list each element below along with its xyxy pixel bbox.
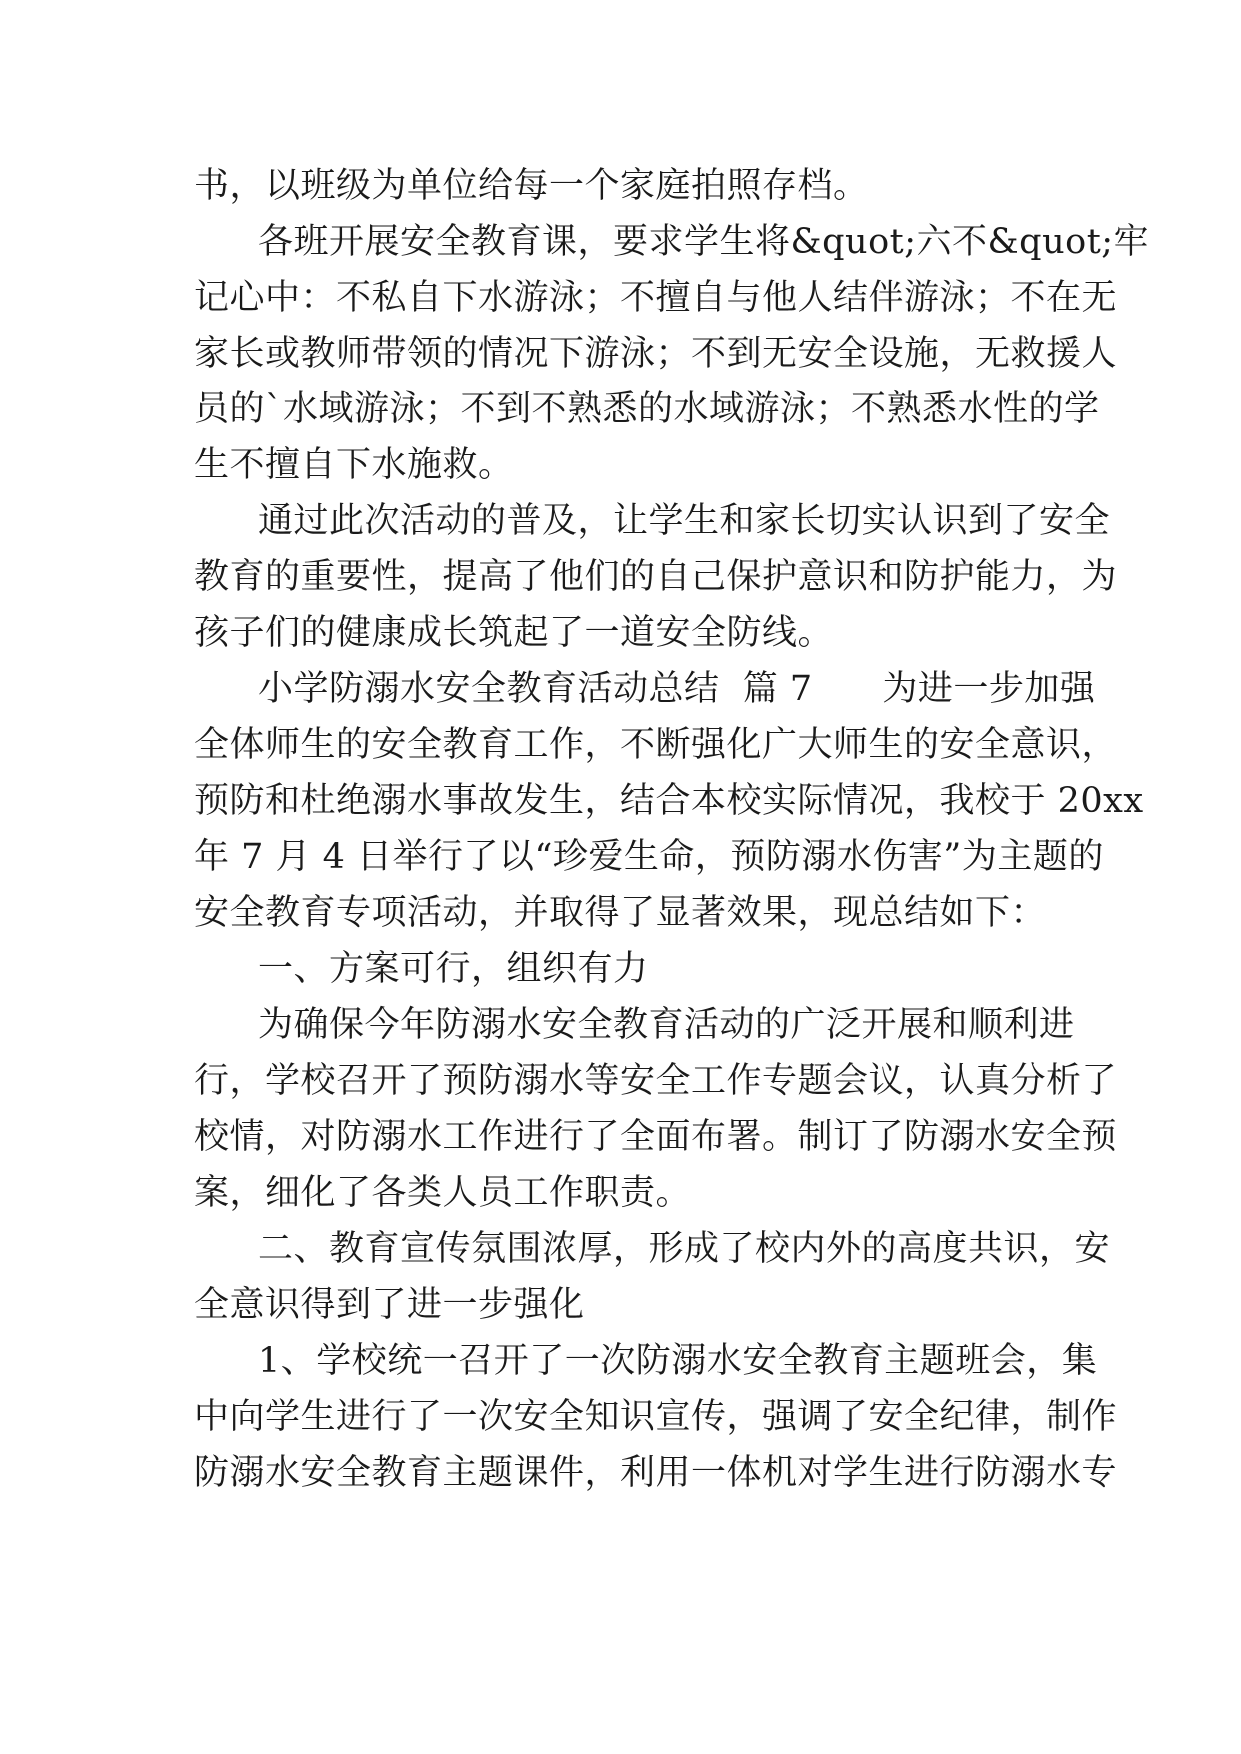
paragraph-line: 校情，对防溺水工作进行了全面布署。制订了防溺水安全预	[194, 1117, 1118, 1157]
subheading: 全意识得到了进一步强化	[194, 1285, 585, 1325]
paragraph-line: 生不擅自下水施救。	[194, 445, 514, 485]
paragraph-line: 安全教育专项活动，并取得了显著效果，现总结如下：	[194, 893, 1047, 933]
paragraph-line: 案，细化了各类人员工作职责。	[194, 1173, 692, 1213]
paragraph-line: 年 7 月 4 日举行了以“珍爱生命，预防溺水伤害”为主题的	[194, 837, 1104, 877]
paragraph-line: 教育的重要性，提高了他们的自己保护意识和防护能力，为	[194, 557, 1118, 597]
paragraph-line: 1、学校统一召开了一次防溺水安全教育主题班会，集	[258, 1341, 1098, 1381]
section-heading: 小学防溺水安全教育活动总结 篇 7 为进一步加强	[258, 669, 1096, 709]
paragraph-line: 全体师生的安全教育工作，不断强化广大师生的安全意识，	[194, 725, 1118, 765]
paragraph-line: 中向学生进行了一次安全知识宣传，强调了安全纪律，制作	[194, 1397, 1118, 1437]
paragraph-line: 通过此次活动的普及，让学生和家长切实认识到了安全	[258, 501, 1111, 541]
subheading: 二、教育宣传氛围浓厚，形成了校内外的高度共识，安	[258, 1229, 1111, 1269]
paragraph-line: 行，学校召开了预防溺水等安全工作专题会议，认真分析了	[194, 1061, 1118, 1101]
subheading: 一、方案可行，组织有力	[258, 949, 649, 989]
paragraph-line: 记心中：不私自下水游泳；不擅自与他人结伴游泳；不在无	[194, 278, 1118, 318]
paragraph-line: 书，以班级为单位给每一个家庭拍照存档。	[194, 166, 869, 206]
paragraph-line: 为确保今年防溺水安全教育活动的广泛开展和顺利进	[258, 1005, 1075, 1045]
paragraph-line: 预防和杜绝溺水事故发生，结合本校实际情况，我校于 20xx	[194, 781, 1144, 821]
paragraph-line: 防溺水安全教育主题课件，利用一体机对学生进行防溺水专	[194, 1453, 1118, 1493]
paragraph-line: 家长或教师带领的情况下游泳；不到无安全设施，无救援人	[194, 334, 1118, 374]
paragraph-line: 孩子们的健康成长筑起了一道安全防线。	[194, 613, 834, 653]
paragraph-line: 各班开展安全教育课，要求学生将&quot;六不&quot;牢	[258, 222, 1150, 262]
paragraph-line: 员的`水域游泳；不到不熟悉的水域游泳；不熟悉水性的学	[194, 389, 1100, 429]
